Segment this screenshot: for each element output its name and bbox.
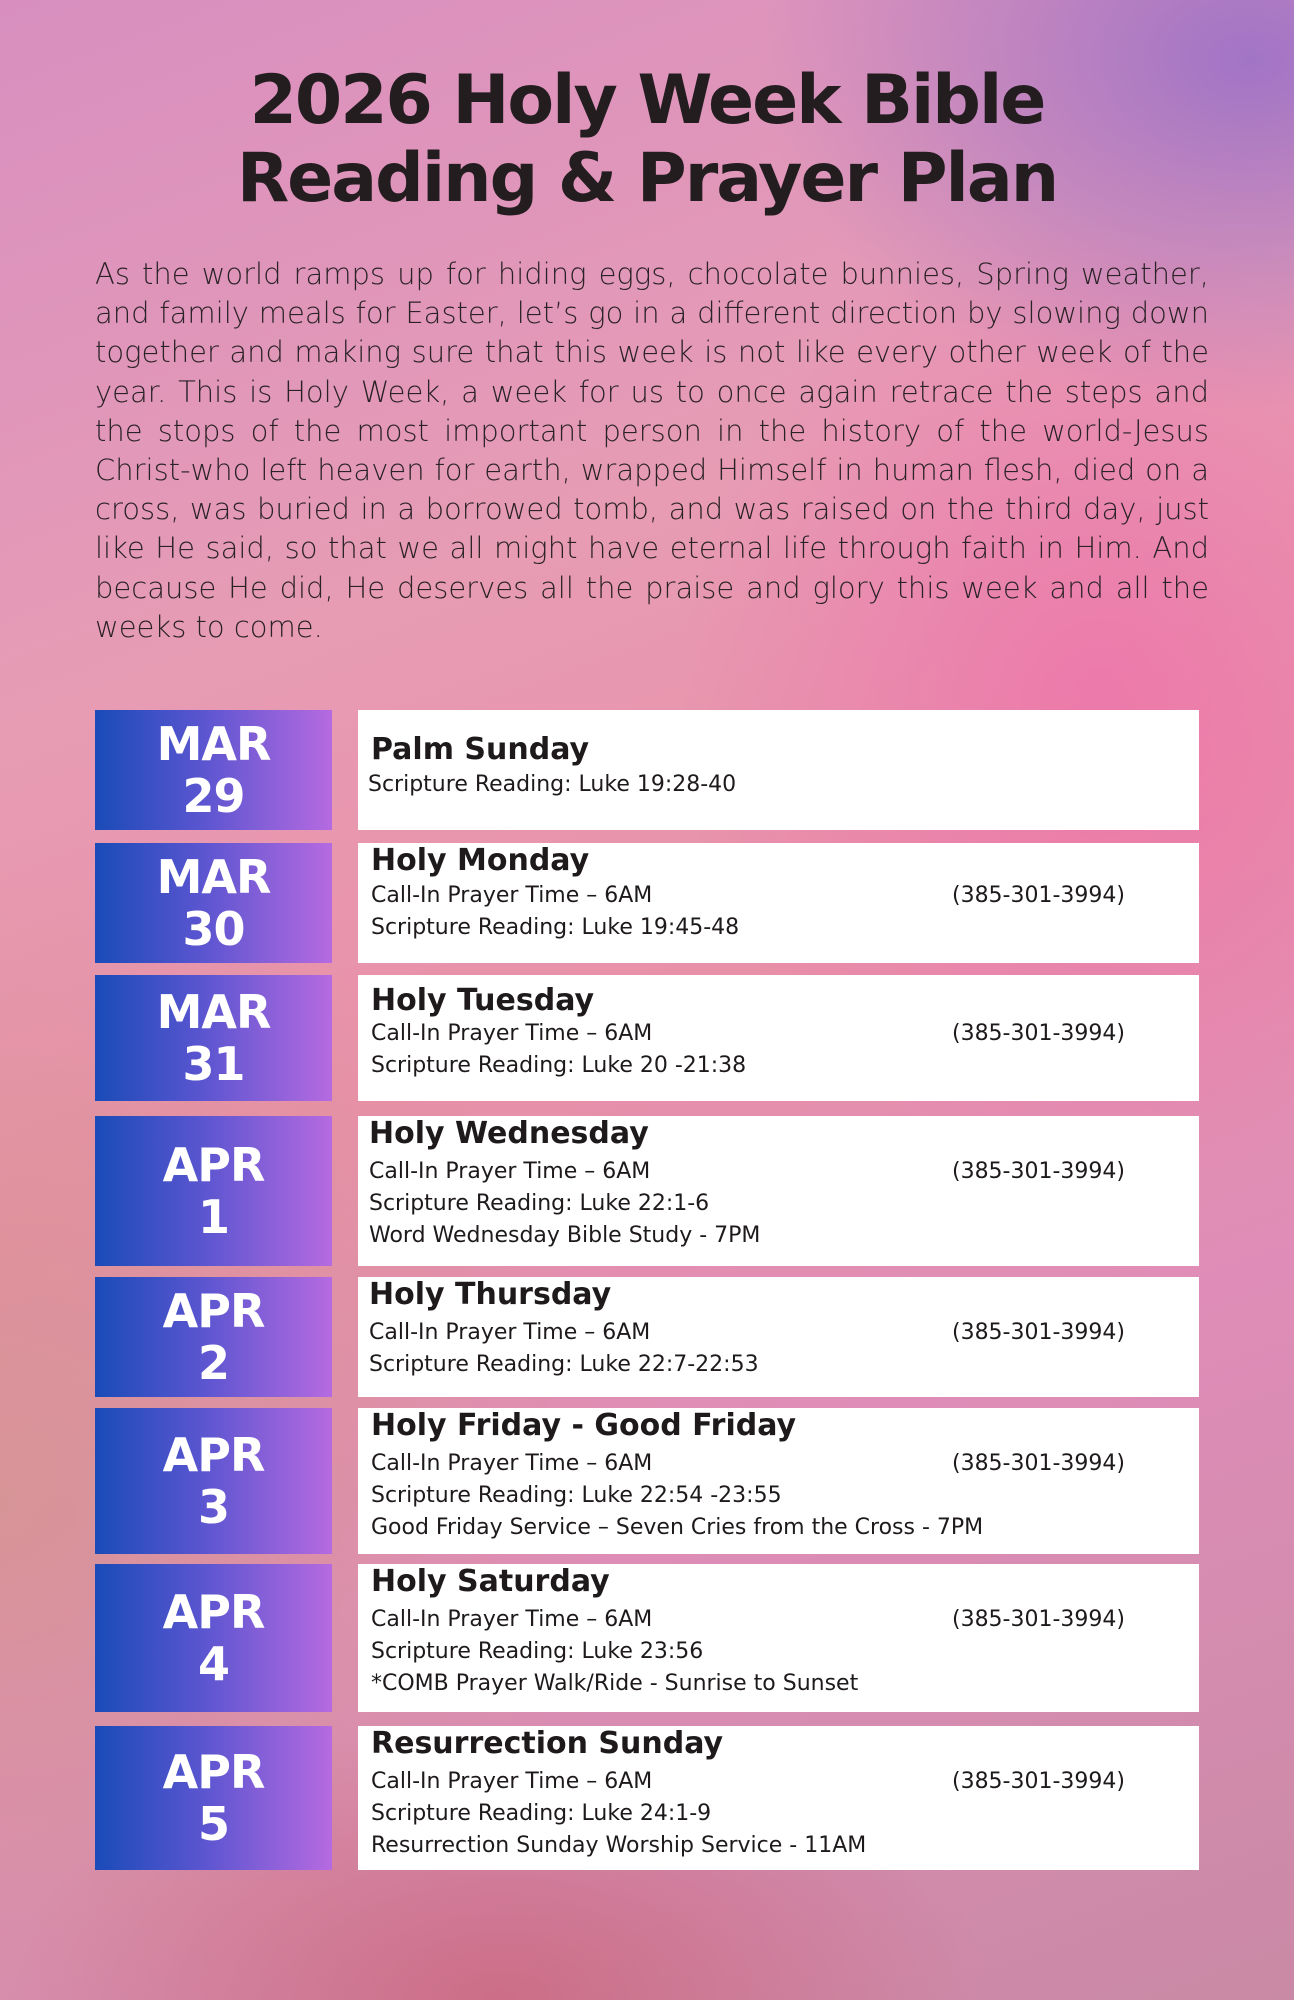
scripture-reading: Scripture Reading: Luke 20 -21:38 xyxy=(371,1053,747,1078)
day-info xyxy=(358,710,1199,830)
prayer-time: Call-In Prayer Time – 6AM xyxy=(369,1320,651,1345)
date-box xyxy=(95,975,332,1101)
date-month: MAR xyxy=(156,850,271,904)
date-day: 29 xyxy=(182,769,245,823)
date-day: 31 xyxy=(182,1037,245,1091)
date-box xyxy=(95,1277,332,1397)
scripture-reading: Scripture Reading: Luke 22:1-6 xyxy=(369,1191,710,1216)
date-day: 3 xyxy=(197,1480,229,1534)
day-row-mar-30 xyxy=(95,843,1199,963)
date-box xyxy=(95,1408,332,1554)
scripture-reading: Scripture Reading: Luke 24:1-9 xyxy=(371,1801,712,1826)
date-box xyxy=(95,1116,332,1266)
day-row-apr-2 xyxy=(95,1277,1199,1397)
title-line-2: Reading & Prayer Plan xyxy=(236,139,1058,218)
prayer-time-line xyxy=(371,1018,1185,1050)
day-info xyxy=(358,1564,1199,1712)
date-month: MAR xyxy=(156,985,271,1039)
prayer-phone: (385-301-3994) xyxy=(951,1451,1125,1476)
prayer-phone: (385-301-3994) xyxy=(951,1769,1125,1794)
date-month: APR xyxy=(162,1428,265,1482)
day-name: Resurrection Sunday xyxy=(371,1726,724,1761)
day-info xyxy=(358,975,1199,1101)
date-month: APR xyxy=(162,1138,265,1192)
day-name: Holy Saturday xyxy=(371,1564,610,1599)
day-row-apr-1 xyxy=(95,1116,1199,1266)
prayer-phone: (385-301-3994) xyxy=(951,1021,1125,1046)
date-box xyxy=(95,1726,332,1870)
day-name: Holy Tuesday xyxy=(371,983,595,1018)
prayer-time-line xyxy=(371,1604,1185,1636)
intro-paragraph: As the world ramps up for hiding eggs, chocolate bunnies, Spring weather, and family meals for Easter, let’s go in a different direction by slowing down together and making sure that this week is not like every other week of the year. This is Holy Week, a week for us to once again retrace the steps and the stops of the most important person in the history of the world-Jesus Christ-who left heaven for earth, wrapped Himself in human flesh, died on a cross, was buried in a borrowed tomb, and was raised on the third day, just like He said, so that we all might have eternal life through faith in Him. And because He did, He deserves all the praise and glory this week and all the weeks to come. xyxy=(95,257,1209,644)
day-name: Holy Monday xyxy=(371,843,590,878)
day-info xyxy=(358,1726,1199,1870)
date-day: 4 xyxy=(197,1637,229,1691)
date-day: 5 xyxy=(197,1797,229,1851)
day-name: Palm Sunday xyxy=(371,732,590,767)
prayer-time: Call-In Prayer Time – 6AM xyxy=(369,1159,651,1184)
day-row-apr-5 xyxy=(95,1726,1199,1870)
scripture-reading: Scripture Reading: Luke 22:7-22:53 xyxy=(369,1352,759,1377)
event-line: Word Wednesday Bible Study - 7PM xyxy=(369,1223,761,1248)
scripture-reading: Scripture Reading: Luke 22:54 -23:55 xyxy=(371,1483,782,1508)
prayer-time: Call-In Prayer Time – 6AM xyxy=(371,1451,653,1476)
prayer-phone: (385-301-3994) xyxy=(951,1607,1125,1632)
prayer-time-line xyxy=(369,1156,1185,1188)
date-box xyxy=(95,1564,332,1712)
date-box xyxy=(95,710,332,830)
day-row-mar-31 xyxy=(95,975,1199,1101)
date-box xyxy=(95,843,332,963)
event-line: Good Friday Service – Seven Cries from the Cross - 7PM xyxy=(371,1515,984,1540)
prayer-time: Call-In Prayer Time – 6AM xyxy=(371,1769,653,1794)
scripture-reading: Scripture Reading: Luke 19:45-48 xyxy=(371,915,740,940)
day-info xyxy=(358,1116,1199,1266)
event-line: Resurrection Sunday Worship Service - 11AM xyxy=(371,1833,867,1858)
scripture-reading: Scripture Reading: Luke 19:28-40 xyxy=(368,772,737,797)
day-row-apr-4 xyxy=(95,1564,1199,1712)
day-info xyxy=(358,1408,1199,1554)
date-month: APR xyxy=(162,1745,265,1799)
prayer-phone: (385-301-3994) xyxy=(951,1159,1125,1184)
day-row-apr-3 xyxy=(95,1408,1199,1554)
page-title xyxy=(0,62,1294,218)
date-month: MAR xyxy=(156,717,271,771)
event-line: *COMB Prayer Walk/Ride - Sunrise to Sunset xyxy=(371,1671,859,1696)
date-month: APR xyxy=(162,1284,265,1338)
date-day: 2 xyxy=(197,1336,229,1390)
date-day: 30 xyxy=(182,902,245,956)
day-name: Holy Wednesday xyxy=(369,1116,649,1151)
date-day: 1 xyxy=(197,1190,229,1244)
prayer-time: Call-In Prayer Time – 6AM xyxy=(371,883,653,908)
prayer-time-line xyxy=(371,1448,1185,1480)
prayer-time: Call-In Prayer Time – 6AM xyxy=(371,1021,653,1046)
prayer-time-line xyxy=(371,1766,1185,1798)
day-info xyxy=(358,843,1199,963)
scripture-reading: Scripture Reading: Luke 23:56 xyxy=(371,1639,704,1664)
title-line-1: 2026 Holy Week Bible xyxy=(249,61,1045,140)
date-month: APR xyxy=(162,1585,265,1639)
day-info xyxy=(358,1277,1199,1397)
prayer-time: Call-In Prayer Time – 6AM xyxy=(371,1607,653,1632)
prayer-phone: (385-301-3994) xyxy=(951,883,1125,908)
day-name: Holy Thursday xyxy=(369,1277,612,1312)
day-row-mar-29 xyxy=(95,710,1199,830)
prayer-phone: (385-301-3994) xyxy=(951,1320,1125,1345)
prayer-time-line xyxy=(371,880,1185,912)
prayer-time-line xyxy=(369,1317,1185,1349)
day-name: Holy Friday - Good Friday xyxy=(371,1408,797,1443)
